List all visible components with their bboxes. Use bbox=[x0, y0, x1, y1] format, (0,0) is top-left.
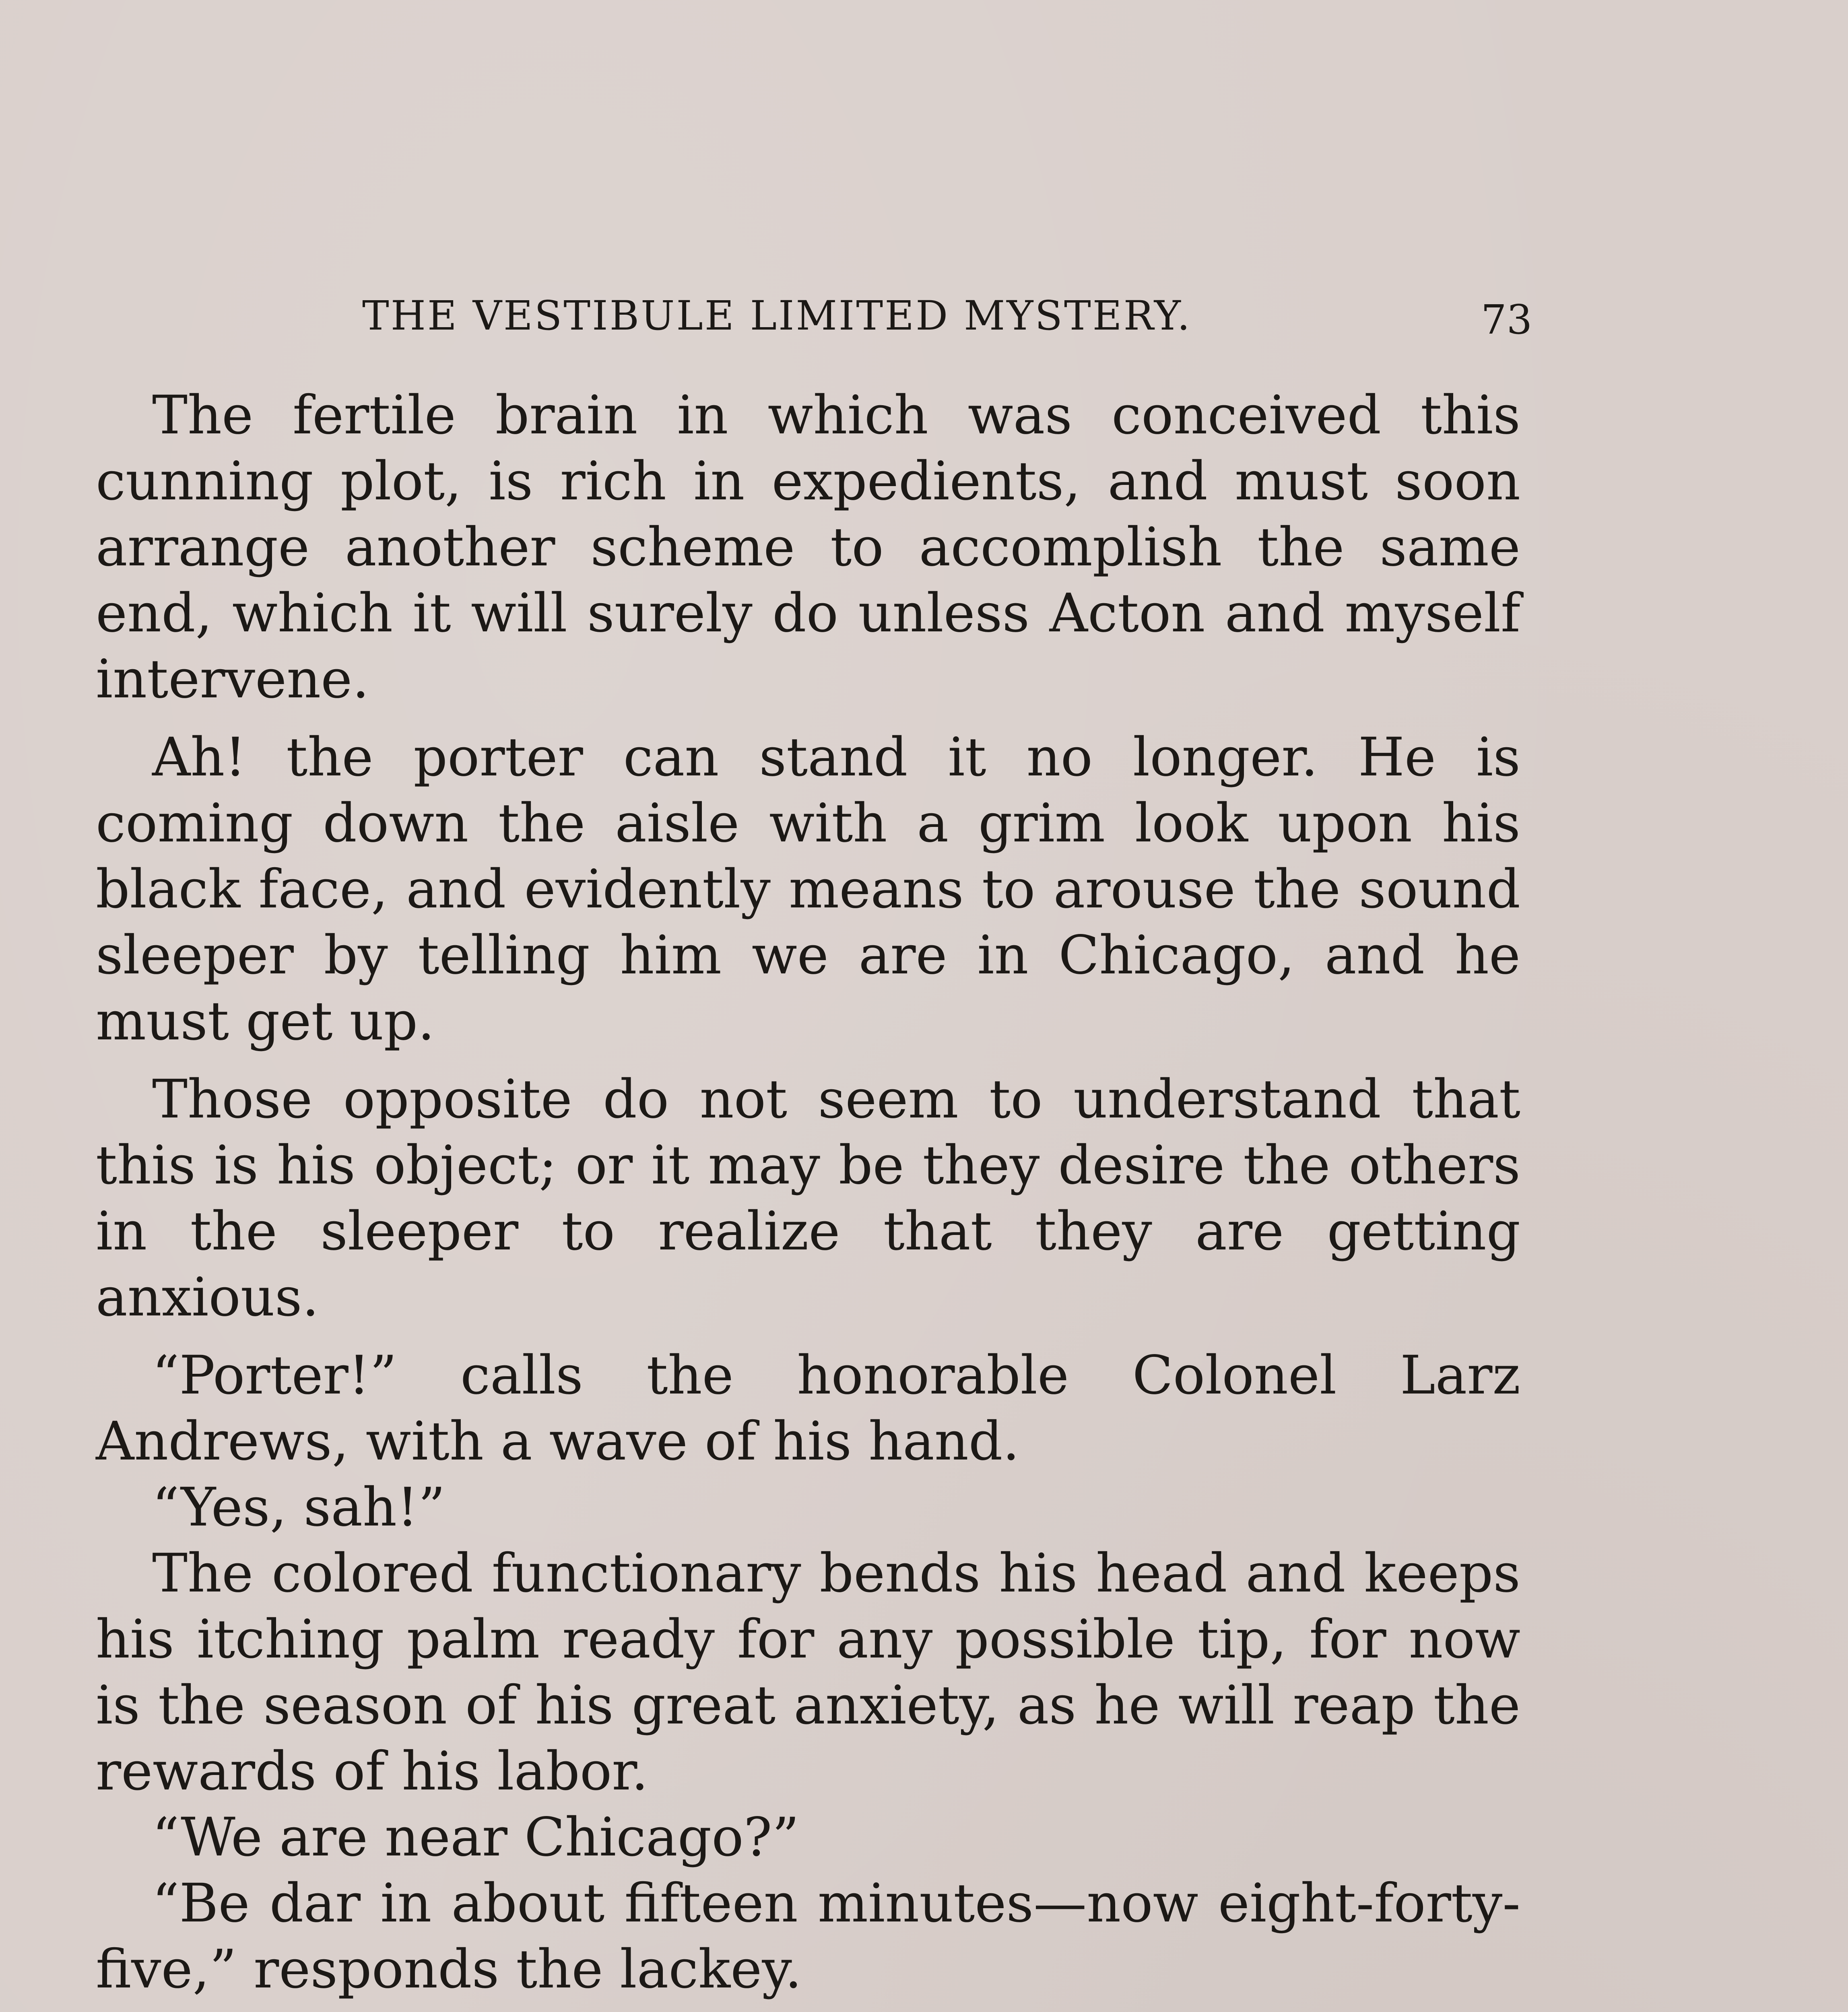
paragraph-3: Those opposite do not seem to understand that this is his object; or it may be they desire the others in the sleeper to realize that they are getting anxious. bbox=[96, 1068, 1520, 1328]
paragraph-2: Ah! the porter can stand it no longer. He is coming down the aisle with a grim look upon his black face, and evidently means to arouse the sound sleeper by telling him we are in Chicago, and he must get up. bbox=[96, 726, 1520, 1052]
paragraph-6: The colored functionary bends his head and keeps his itching palm ready for any possible tip, for now is the season of his great anxiety, as he will reap the rewards of his labor. bbox=[96, 1542, 1520, 1802]
paragraph-4: “Porter!” calls the honorable Colonel Larz Andrews, with a wave of his hand. bbox=[96, 1344, 1520, 1472]
paragraph-8: “Be dar in about fifteen minutes—now eight-forty-five,” responds the lackey. bbox=[96, 1872, 1520, 2000]
paragraph-5: “Yes, sah!” bbox=[152, 1476, 446, 1538]
body-text bbox=[96, 382, 1520, 2012]
paragraph-7: “We are near Chicago?” bbox=[152, 1806, 799, 1868]
page-number: 73 bbox=[1481, 296, 1532, 343]
running-head: THE VESTIBULE LIMITED MYSTERY. bbox=[362, 292, 1192, 339]
paragraph-1: The fertile brain in which was conceived this cunning plot, is rich in expedients, and must soon arrange another scheme to accomplish the same end, which it will surely do unless Acton and myself intervene. bbox=[96, 384, 1520, 710]
